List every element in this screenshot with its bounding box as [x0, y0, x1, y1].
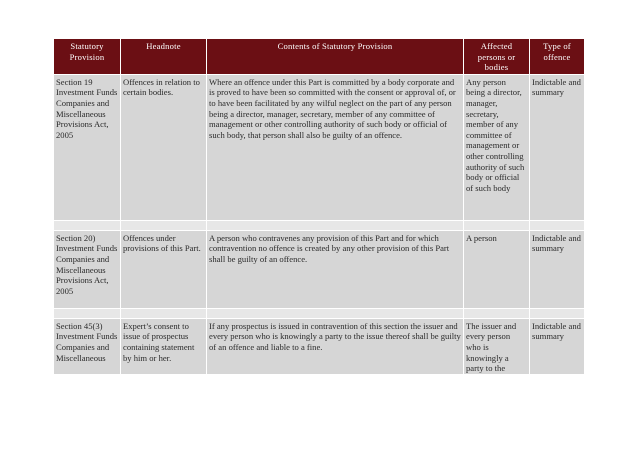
cell-type: Indictable and summary	[530, 319, 584, 375]
table-row	[54, 75, 584, 221]
header-row	[54, 39, 584, 75]
cell-affected: A person	[464, 231, 530, 309]
header-headnote: Headnote	[121, 39, 207, 75]
cell-headnote: Offences under provisions of this Part.	[121, 231, 207, 309]
header-statutory-provision: Statutory Provision	[54, 39, 121, 75]
header-contents: Contents of Statutory Provision	[207, 39, 464, 75]
cell-provision: Section 20) Investment Funds Companies and Miscellaneous Provisions Act, 2005	[54, 231, 121, 309]
cell-contents: Where an offence under this Part is committed by a body corporate and is proved to have been so committed with the consent or approval of, or to have been facilitated by any wilful neglect on the part of any person being a director, manager, secretary, member of any committee of management or other controlling authority of such body or official of such body, that person shall also be guilty of an offence.	[207, 75, 464, 221]
cell-headnote: Offences in relation to certain bodies.	[121, 75, 207, 221]
cell-contents: A person who contravenes any provision of this Part and for which contravention no offence is created by any other provision of this Part shall be guilty of an offence.	[207, 231, 464, 309]
table-row	[54, 319, 584, 375]
cell-type: Indictable and summary	[530, 75, 584, 221]
cell-provision: Section 19 Investment Funds Companies and Miscellaneous Provisions Act, 2005	[54, 75, 121, 221]
spacer-row	[54, 309, 584, 319]
cell-type: Indictable and summary	[530, 231, 584, 309]
cell-headnote: Expert’s consent to issue of prospectus containing statement by him or her.	[121, 319, 207, 375]
cell-affected: Any person being a director, manager, secretary, member of any committee of management or other controlling authority of such body or official of such body	[464, 75, 530, 221]
header-affected: Affected persons or bodies	[464, 39, 530, 75]
table-row	[54, 231, 584, 309]
cell-affected: The issuer and every person who is knowingly a party to the	[464, 319, 530, 375]
spacer-row	[54, 221, 584, 231]
statutory-offences-table	[54, 39, 584, 375]
cell-contents: If any prospectus is issued in contravention of this section the issuer and every person who is knowingly a party to the issue thereof shall be guilty of an offence and liable to a fine.	[207, 319, 464, 375]
cell-provision: Section 45(3) Investment Funds Companies and Miscellaneous	[54, 319, 121, 375]
header-type-of-offence: Type of offence	[530, 39, 584, 75]
